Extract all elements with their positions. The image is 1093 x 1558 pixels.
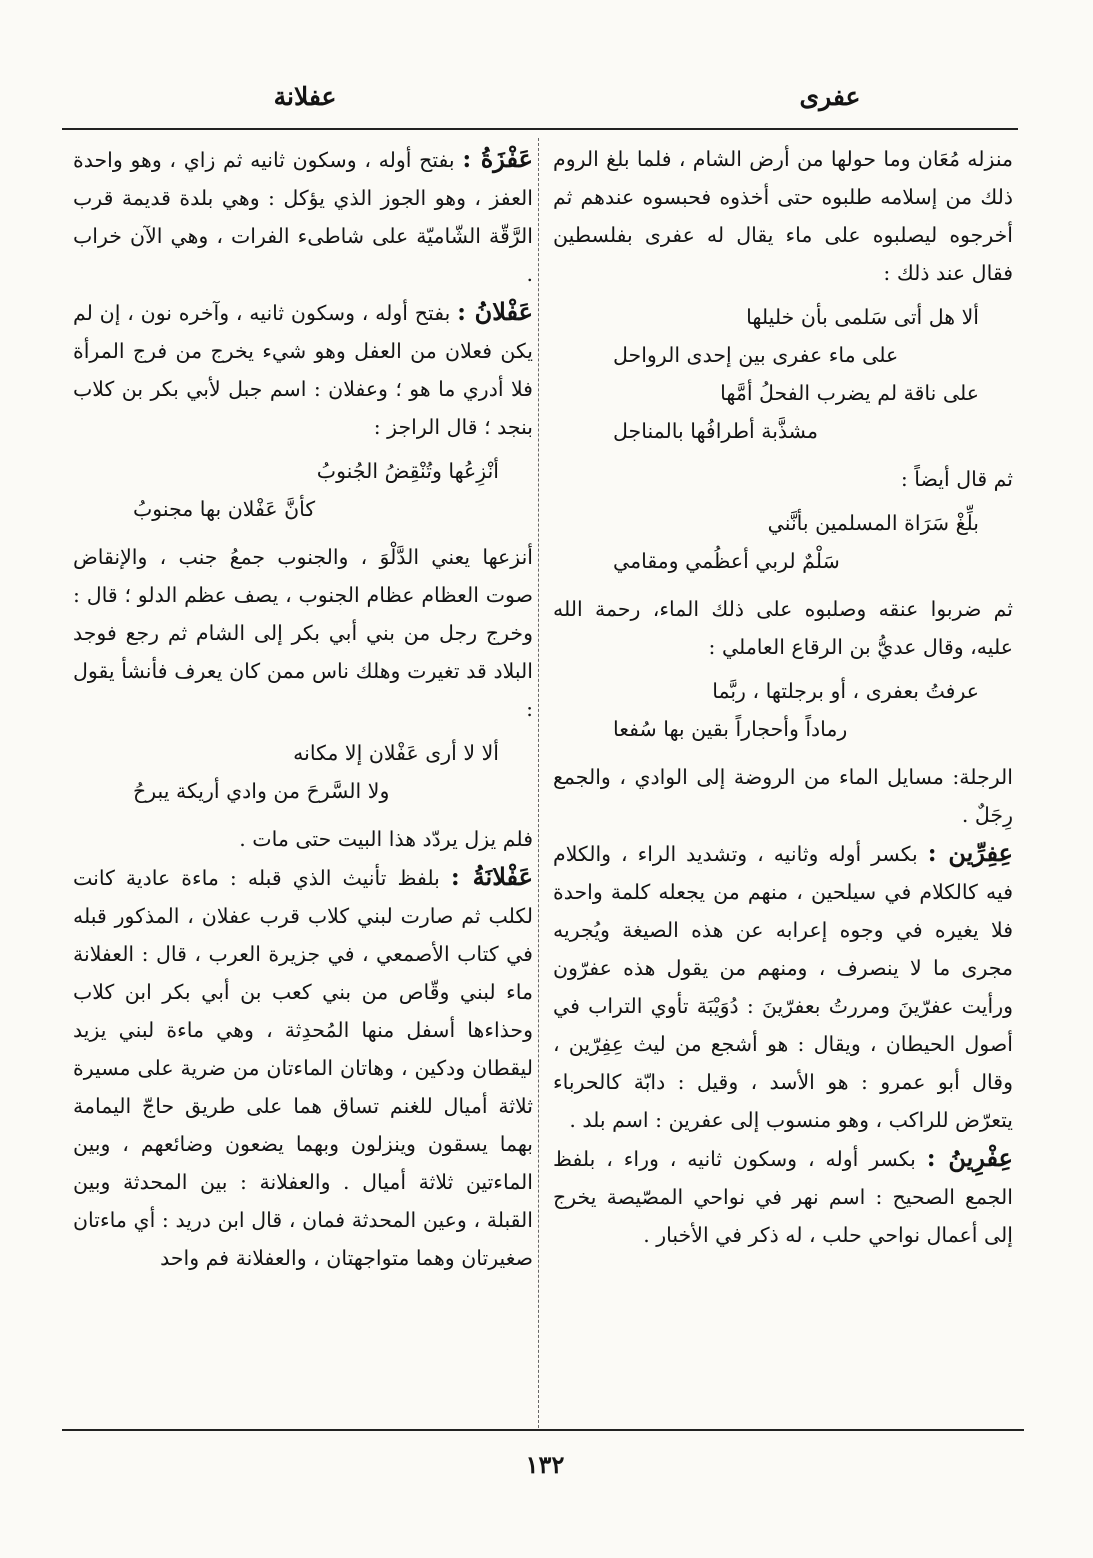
entry-headword: عِفْرِينُ : [926,1143,1013,1172]
paragraph: الرجلة: مسايل الماء من الروضة إلى الوادي ، والجمع رِجَلٌ . [553,765,1013,827]
entry-headword: عَفْزَةُ : [462,144,533,173]
dictionary-entry [73,858,533,1277]
verse-line: كأنَّ عَفْلان بها مجنوبُ [133,497,316,521]
page-number: ١٣٢ [525,1450,565,1479]
footer-rule [62,1429,1024,1431]
verse-block [553,504,1013,580]
right-column [553,140,1013,1254]
entry-body: بكسر أوله وثانيه ، وتشديد الراء ، والكلام فيه كالكلام في سيلحين ، منهم من يجعله كلمة واحدة فلا يغيره في وجوه إعرابه عن هذه الصيغة ويُجريه مجرى ما لا ينصرف ، ومنهم من يقول هذه عفرّون ورأيت عفرّينَ ومررتُ بعفرّينَ : دُوَيْبَة تأوي التراب في أصول الحيطان ، ويقال : هو أشجع من ليث عِفِرّين ، وقال أبو عمرو : هو الأسد ، وقيل : دابّة كالحرباء يتعرّض للراكب ، وهو منسوب إلى عفرين : اسم بلد . [553,842,1013,1132]
verse-block [73,734,533,810]
header-rule [62,128,1018,130]
paragraph: أنزعها يعني الدَّلْوَ ، والجنوب جمعُ جنب ، والإنقاض صوت العظام عظام الجنوب ، يصف عظم الدلو ؛ قال : وخرج رجل من بني أبي بكر إلى الشام ثم رجع فوجد البلاد قد تغيرت وهلك ناس ممن كان يعرف فأنشأ يقول : [73,545,533,721]
entry-headword: عَفْلانَةُ : [450,862,534,891]
verse-line: بلِّغْ سَرَاة المسلمين بأنَّني [767,511,979,535]
paragraph: منزله مُعَان وما حولها من أرض الشام ، فلما بلغ الروم ذلك من إسلامه طلبوه حتى أخذوه فحبسوه عندهم ثم أخرجوه ليصلبوه على ماء يقال له عفرى بفلسطين فقال عند ذلك : [553,147,1013,285]
verse-line: مشذَّبة أطرافُها بالمناجل [613,419,818,443]
paragraph: فلم يزل يردّد هذا البيت حتى مات . [239,827,533,851]
paragraph: ثم ضربوا عنقه وصلبوه على ذلك الماء، رحمة الله عليه، وقال عديُّ بن الرقاع العاملي : [553,597,1013,659]
paragraph: ثم قال أيضاً : [900,467,1013,491]
dictionary-entry [553,834,1013,1139]
entry-headword: عَفْلانُ : [457,297,533,326]
dictionary-entry [73,140,533,293]
verse-line: سَلْمٌ لربي أعظُمي ومقامي [613,549,840,573]
verse-line: ألا هل أتى سَلمى بأن خليلها [746,305,979,329]
entry-body: بفتح أوله ، وسكون ثانيه ، وآخره نون ، إن لم يكن فعلان من العفل وهو شيء يخرج من فرج المرأة فلا أدري ما هو ؛ وعفلان : اسم جبل لأبي بكر بن كلاب بنجد ؛ قال الراجز : [73,301,533,439]
verse-line: على ماء عفرى بين إحدى الرواحل [613,343,899,367]
left-column [73,140,533,1277]
verse-line: ولا السَّرحَ من وادي أريكة يبرحُ [133,779,390,803]
dictionary-entry [73,293,533,446]
running-header-right: عفرى [799,82,861,111]
verse-block [553,672,1013,748]
verse-line: رماداً وأحجاراً بقين بها سُفعا [613,717,848,741]
verse-line: ألا لا أرى عَفْلان إلا مكانه [293,741,499,765]
verse-line: على ناقة لم يضرب الفحلُ أمَّها [720,381,979,405]
verse-block [553,298,1013,450]
verse-line: أنْزِعُها وتُنْقِضُ الجُنوبُ [316,459,499,483]
column-divider [538,138,539,1428]
entry-headword: عِفِرِّين : [927,838,1013,867]
verse-line: عرفتُ بعفرى ، أو برجلتها ، ربَّما [712,679,979,703]
entry-body: بفتح أوله ، وسكون ثانيه ثم زاي ، وهو واحدة العفز ، وهو الجوز الذي يؤكل : وهي بلدة قديمة قرب الرَّقّة الشّاميّة على شاطىء الفرات ، وهي الآن خراب . [73,148,533,286]
entry-body: بلفظ تأنيث الذي قبله : ماءة عادية كانت لكلب ثم صارت لبني كلاب قرب عفلان ، المذكور قبله في كتاب الأصمعي ، في جزيرة العرب ، قال : العفلانة ماء لبني وقّاص من بني كعب بن أبي بكر ابن كلاب وحذاءها أسفل منها المُحدِثة ، وهي ماءة لبني يزيد ليقطان ودكين ، وهاتان الماءتان من ضرية على مسيرة ثلاثة أميال للغنم تساق هما على طريق حاجّ اليمامة بهما يسقون وينزلون وبهما يضعون وضائعهم ، وبين الماءتين ثلاثة أميال . والعفلانة : بين المحدثة وبين القبلة ، وعين المحدثة فمان ، قال ابن دريد : أي ماءتان صغيرتان وهما متواجهتان ، والعفلانة فم واحد [73,866,533,1270]
running-header-left: عفلانة [273,82,337,111]
dictionary-entry [553,1139,1013,1254]
verse-block [73,452,533,528]
entry-body: بكسر أوله ، وسكون ثانيه ، وراء ، بلفظ الجمع الصحيح : اسم نهر في نواحي المصّيصة يخرج إلى أعمال نواحي حلب ، له ذكر في الأخبار . [553,1147,1013,1247]
